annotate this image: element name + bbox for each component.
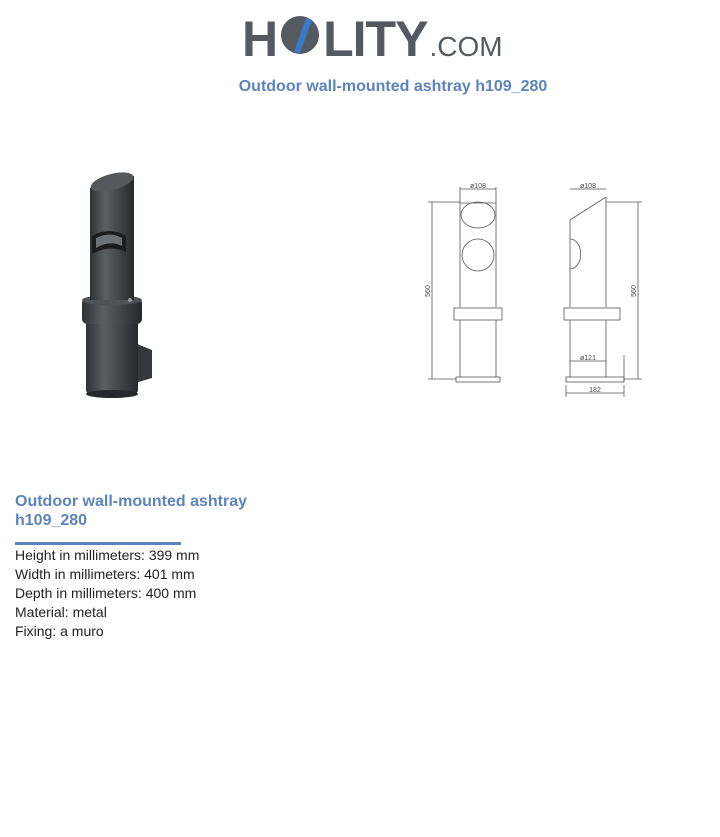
spec-list — [15, 546, 199, 641]
page-title: Outdoor wall-mounted ashtray h109_280 — [238, 78, 548, 95]
side-height-label: 560 — [631, 285, 638, 297]
logo-tld: .COM — [429, 31, 503, 62]
product-photo — [70, 170, 170, 402]
product-name: Outdoor wall-mounted ashtray h109_280 — [15, 493, 248, 529]
depth-label: 182 — [589, 387, 601, 394]
front-diameter-label: ø108 — [470, 183, 486, 190]
spec-item: Material: metal — [15, 604, 107, 620]
logo-text-end: LITY — [323, 11, 428, 67]
base-diameter-label: ø121 — [580, 355, 596, 362]
title-divider — [15, 542, 181, 545]
spec-item: Width in millimeters: 401 mm — [15, 566, 195, 582]
holity-logo[interactable] — [242, 10, 503, 68]
spec-item: Depth in millimeters: 400 mm — [15, 585, 197, 601]
spec-item: Height in millimeters: 399 mm — [15, 547, 200, 563]
front-height-label: 560 — [425, 285, 432, 297]
technical-drawing — [420, 175, 650, 405]
side-diameter-label: ø108 — [580, 183, 596, 190]
logo-circle-icon — [279, 14, 321, 56]
logo-text-start: H — [242, 11, 278, 67]
spec-item: Fixing: a muro — [15, 623, 104, 639]
